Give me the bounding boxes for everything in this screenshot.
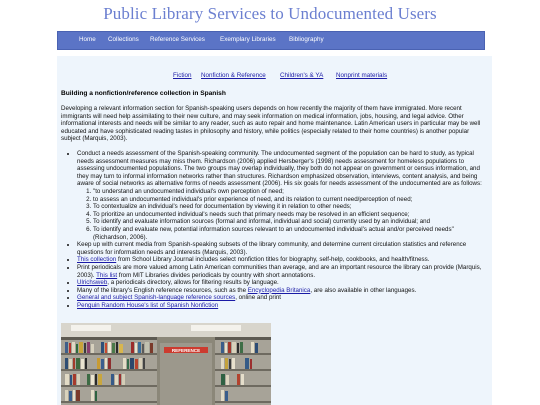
link-fiction[interactable]: Fiction: [173, 72, 192, 79]
list-item: [77, 256, 489, 264]
list-item: 1. "to understand an undocumented individual's own perception of need;: [93, 188, 489, 196]
list-item: [77, 302, 489, 310]
list-item-text: Print periodicals are more valued among Latin American communities than average, and are an important resource the library can provide (Marquis, 2003).: [77, 263, 482, 279]
link-encyclopedia-britanica[interactable]: Encyclopedia Britanica: [247, 286, 311, 294]
intro-paragraph: Developing a relevant information section for Spanish-speaking users depends on how recently the majority of them have immigrated. More recent immigrants will need help assimilating to their new culture, and may seek information on medical information, jobs, housing, and legal advice. Other informational interests and needs will be similar to any reader, such as auto repair and home maintenance. Latin American users in particular may be well educated and have sophisticated reading tastes in philosophy and history, while politics (especially related to their home countries) is another popular subject (Marquis, 2003).: [61, 105, 481, 143]
list-item: 5. To identify and evaluate information sources (formal and informal, individual and social) currently used by an individual; and: [93, 218, 489, 226]
link-spanish-reference-sources[interactable]: General and subject Spanish-language reference sources: [77, 294, 236, 302]
list-item-text: from School Library Journal includes select nonfiction titles for biography, self-help, cookbooks, and health/fitness.: [116, 256, 430, 264]
list-item-text: , online and print: [235, 294, 281, 302]
list-item: [77, 241, 489, 256]
library-shelves-photo: [61, 323, 271, 405]
list-item: [77, 294, 489, 302]
link-penguin-spanish-nonfiction[interactable]: Penguin Random House's list of Spanish Nonfiction: [77, 301, 219, 309]
guidelines-list: [61, 150, 489, 309]
list-item: [77, 150, 489, 241]
list-item-text: , are also available in other languages.: [310, 286, 417, 294]
list-item: 3. To contextualize an individual's need for documentation by viewing it in relation to other needs;: [93, 203, 489, 211]
list-item-text: Many of the library's English reference resources, such as the: [77, 286, 248, 294]
genre-links: [57, 72, 492, 82]
nav-collections[interactable]: Collections: [108, 36, 139, 43]
list-item: 2. to assess an undocumented individual's prior experience of need, and its relation to current need/perception of need;: [93, 196, 489, 204]
list-item-text: , a periodicals directory, allows for filtering results by language.: [107, 279, 279, 287]
list-item: 4. To prioritize an undocumented individual's needs such that primary needs may be resolved in an efficient sequence;: [93, 211, 489, 219]
link-this-list[interactable]: This list: [96, 271, 118, 279]
list-item-text: from MIT Libraries divides periodicals by country with short annotations.: [117, 271, 316, 279]
main-content: [57, 56, 492, 405]
list-item-text: Conduct a needs assessment of the Spanish-speaking community. The undocumented segment of the population can be hard to study, as typical needs assessment measures may miss them. Richardson (2006) applied Hersberger's (1998) needs assessment for homeless populations to assessing undocumented populations. The two groups may overlap individually, they both do not appear on government or census information, and they may turn to informal information networks rather than structures. Richardson emphasized observation, interviews, content analysis, and being aware of social networks as alternative forms of needs assessment (2006). His six goals for needs assessment of the undocumented are as follows:: [77, 150, 482, 188]
nav-reference-services[interactable]: Reference Services: [150, 36, 205, 43]
nav-bibliography[interactable]: Bibliography: [289, 36, 324, 43]
reference-sign: REFERENCE: [171, 348, 201, 353]
list-item: [77, 287, 489, 295]
needs-goals-list: [77, 188, 489, 241]
list-item: [77, 279, 489, 287]
list-item-text: Keep up with current media from Spanish-speaking subsets of the library community, and determine current circulation statistics and reference questions for information needs and interests (Marquis, 2003).: [77, 241, 467, 256]
list-item: [77, 264, 489, 279]
nav-bar: [57, 31, 485, 50]
link-this-collection[interactable]: This collection: [77, 256, 117, 264]
nav-home[interactable]: Home: [79, 36, 96, 43]
shelves-illustration: [61, 323, 271, 405]
nav-exemplary-libraries[interactable]: Exemplary Libraries: [220, 36, 276, 43]
link-nonfiction-reference[interactable]: Nonfiction & Reference: [201, 72, 266, 79]
list-item: 6. To identify and evaluate new, potential information sources relevant to an undocumented individual's actual and/or perceived needs" (Richardson, 2006).: [93, 226, 489, 241]
link-childrens-ya[interactable]: Children's & YA: [280, 72, 324, 79]
section-heading: Building a nonfiction/reference collection in Spanish: [61, 90, 226, 97]
link-nonprint-materials[interactable]: Nonprint materials: [336, 72, 388, 79]
site-title: Public Library Services to Undocumented Users: [103, 4, 437, 23]
link-ulrichsweb[interactable]: Ulrichsweb: [77, 279, 108, 287]
